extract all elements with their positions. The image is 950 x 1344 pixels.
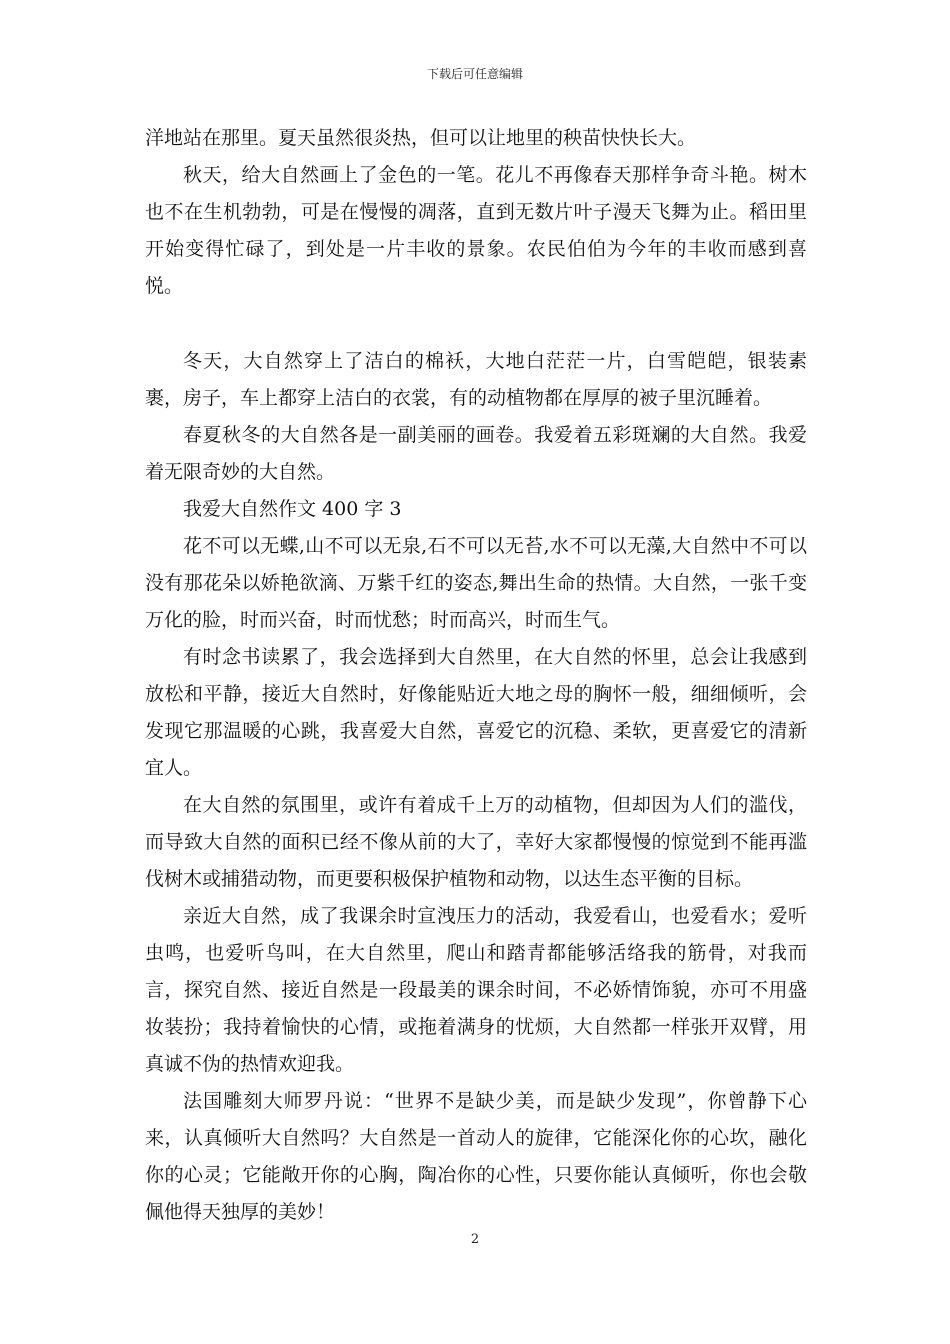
paragraph-protection: 在大自然的氛围里，或许有着成千上万的动植物，但却因为人们的滥伐，而导致大自然的面积已经不像从前的大了，幸好大家都慢慢的惊觉到不能再滥伐树木或捕猎动物，而更要积极保护植物和动物，以达生态平衡的目标。	[145, 794, 807, 890]
paragraph-autumn: 秋天，给大自然画上了金色的一笔。花儿不再像春天那样争奇斗艳。树木也不在生机勃勃，可是在慢慢的凋落，直到无数片叶子漫天飞舞为止。稻田里开始变得忙碌了，到处是一片丰收的景象。农民伯伯为今年的丰收而感到喜悦。	[145, 164, 807, 297]
paragraph-summer-continued: 洋地站在那里。夏天虽然很炎热，但可以让地里的秧苗快快长大。	[145, 127, 697, 149]
paragraph-leisure: 亲近大自然，成了我课余时宣洩压力的活动，我爱看山，也爱看水；爱听虫鸣，也爱听鸟叫，在大自然里，爬山和踏青都能够活络我的筋骨，对我而言，探究自然、接近自然是一段最美的课余时间，不必娇情饰貌，亦可不用盛妆装扮；我持着愉快的心情，或拖着满身的忧烦，大自然都一样张开双臂，用真诚不伪的热情欢迎我。	[145, 905, 807, 1075]
paragraph-reading-rest: 有时念书读累了，我会选择到大自然里，在大自然的怀里，总会让我感到放松和平静，接近大自然时，好像能贴近大地之母的胸怀一般，细细倾听，会发现它那温暖的心跳，我喜爱大自然，喜爱它的沉稳、柔软，更喜爱它的清新宜人。	[145, 646, 807, 779]
paragraph-winter: 冬天，大自然穿上了洁白的棉袄，大地白茫茫一片，白雪皑皑，银装素裹，房子，车上都穿上洁白的衣裳，有的动植物都在厚厚的被子里沉睡着。	[145, 350, 807, 409]
essay-heading: 我爱大自然作文 400 字 3	[183, 498, 402, 520]
paragraph-rodin-quote: 法国雕刻大师罗丹说：“世界不是缺少美，而是缺少发现”，你曾静下心来，认真倾听大自然吗？大自然是一首动人的旋律，它能深化你的心坎，融化你的心灵；它能敞开你的心胸，陶冶你的心性，只要你能认真倾听，你也会敬佩他得天独厚的美妙！	[145, 1090, 807, 1223]
paragraph-four-seasons: 春夏秋冬的大自然各是一副美丽的画卷。我爱着五彩斑斓的大自然。我爱着无限奇妙的大自然。	[145, 424, 807, 483]
paragraph-flowers: 花不可以无蝶,山不可以无泉,石不可以无苔,水不可以无藻,大自然中不可以没有那花朵以娇艳欲滴、万紫千红的姿态,舞出生命的热情。大自然，一张千变万化的脸，时而兴奋，时而忧愁；时而高兴，时而生气。	[145, 535, 807, 631]
page-number: 2	[470, 1232, 480, 1247]
page-header: 下载后可任意编辑	[426, 67, 523, 81]
document-body	[145, 120, 807, 1231]
